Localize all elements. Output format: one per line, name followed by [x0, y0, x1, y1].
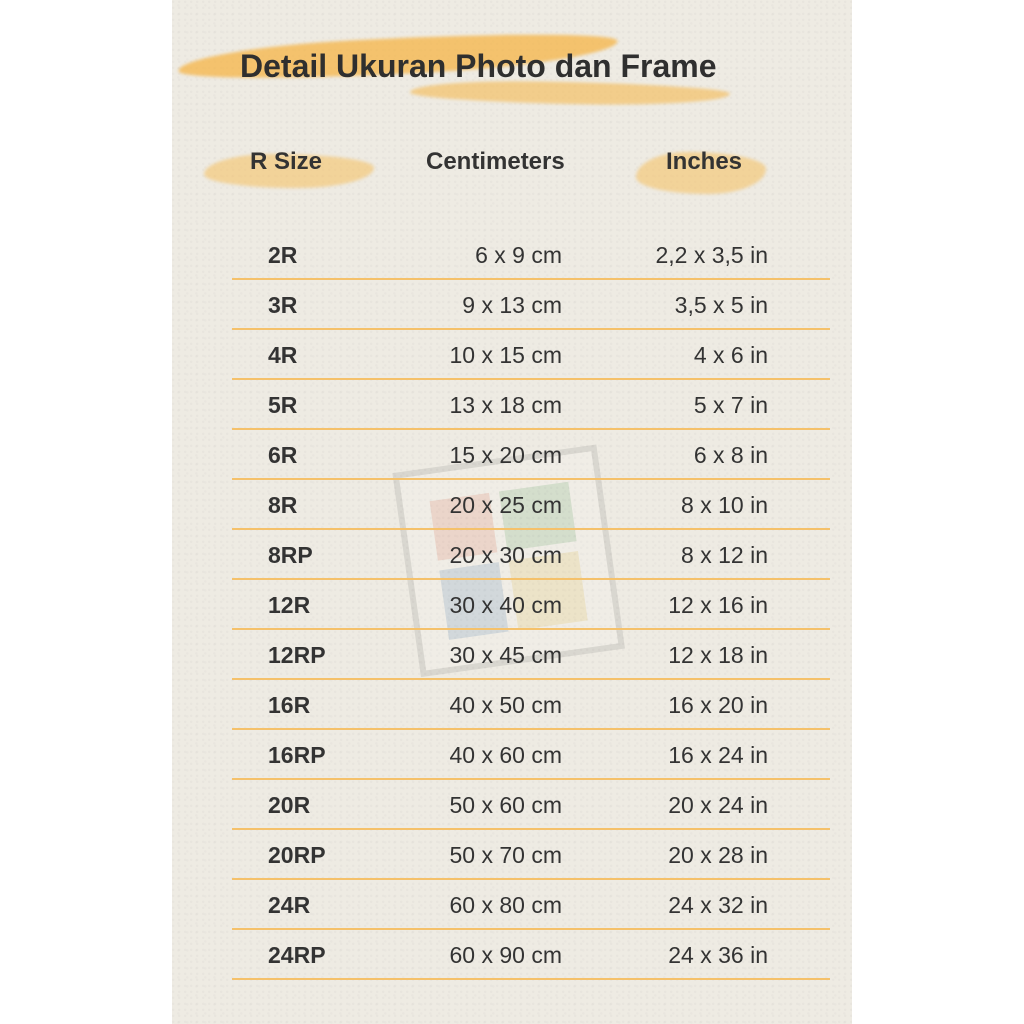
table-row	[232, 730, 830, 780]
header-centimeters: Centimeters	[426, 148, 565, 175]
size-cell: 16R	[268, 692, 311, 718]
size-cell: 12RP	[268, 642, 326, 668]
size-cell: 4R	[268, 342, 298, 368]
size-cell: 24R	[268, 892, 311, 918]
size-cell: 8R	[268, 492, 298, 518]
centimeters-cell: 20 x 25 cm	[449, 492, 562, 518]
inches-cell: 5 x 7 in	[693, 392, 768, 418]
inches-cell: 4 x 6 in	[693, 342, 768, 368]
inches-cell: 16 x 20 in	[668, 692, 768, 718]
inches-cell: 12 x 16 in	[668, 592, 768, 618]
inches-cell: 24 x 32 in	[668, 892, 768, 918]
centimeters-cell: 20 x 30 cm	[449, 542, 562, 568]
size-cell: 5R	[268, 392, 298, 418]
header-r-size: R Size	[250, 148, 323, 175]
table-row	[232, 230, 830, 280]
inches-cell: 20 x 24 in	[668, 792, 768, 818]
size-cell: 20RP	[268, 842, 326, 868]
header-inches: Inches	[666, 148, 743, 175]
inches-cell: 24 x 36 in	[668, 942, 768, 968]
centimeters-cell: 13 x 18 cm	[449, 392, 562, 418]
inches-cell: 16 x 24 in	[668, 742, 768, 768]
inches-cell: 20 x 28 in	[668, 842, 768, 868]
centimeters-cell: 40 x 60 cm	[449, 742, 562, 768]
table-row	[232, 580, 830, 630]
table-row	[232, 380, 830, 430]
centimeters-cell: 50 x 70 cm	[449, 842, 562, 868]
table-row	[232, 630, 830, 680]
centimeters-cell: 9 x 13 cm	[462, 292, 562, 318]
size-cell: 2R	[268, 242, 298, 268]
centimeters-cell: 60 x 80 cm	[449, 892, 562, 918]
inches-cell: 8 x 12 in	[681, 542, 768, 568]
inches-cell: 6 x 8 in	[693, 442, 768, 468]
table-row	[232, 830, 830, 880]
centimeters-cell: 50 x 60 cm	[449, 792, 562, 818]
size-cell: 3R	[268, 292, 298, 318]
inches-cell: 2,2 x 3,5 in	[655, 242, 768, 268]
size-cell: 12R	[268, 592, 311, 618]
inches-cell: 12 x 18 in	[668, 642, 768, 668]
inches-cell: 3,5 x 5 in	[674, 292, 768, 318]
centimeters-cell: 30 x 40 cm	[449, 592, 562, 618]
table-row	[232, 430, 830, 480]
table-row	[232, 930, 830, 980]
centimeters-cell: 10 x 15 cm	[449, 342, 562, 368]
page-title: Detail Ukuran Photo dan Frame	[240, 48, 717, 84]
table-row	[232, 480, 830, 530]
centimeters-cell: 15 x 20 cm	[449, 442, 562, 468]
centimeters-cell: 60 x 90 cm	[449, 942, 562, 968]
size-cell: 8RP	[268, 542, 313, 568]
table-row	[232, 680, 830, 730]
table-row	[232, 780, 830, 830]
table-row	[232, 880, 830, 930]
size-cell: 16RP	[268, 742, 326, 768]
size-cell: 6R	[268, 442, 298, 468]
table-row	[232, 530, 830, 580]
table-row	[232, 280, 830, 330]
centimeters-cell: 40 x 50 cm	[449, 692, 562, 718]
inches-cell: 8 x 10 in	[681, 492, 768, 518]
centimeters-cell: 30 x 45 cm	[449, 642, 562, 668]
table-row	[232, 330, 830, 380]
centimeters-cell: 6 x 9 cm	[475, 242, 562, 268]
size-cell: 24RP	[268, 942, 326, 968]
size-cell: 20R	[268, 792, 311, 818]
